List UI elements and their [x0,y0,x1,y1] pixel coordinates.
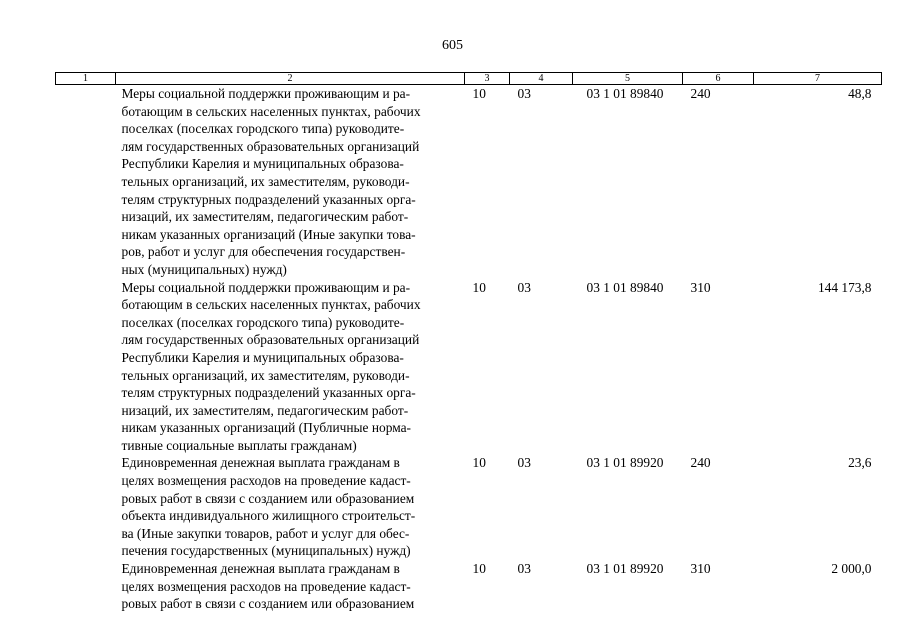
row-target-code: 03 1 01 89920 [586,455,664,471]
row-amount: 23,6 [848,455,872,471]
row-amount: 2 000,0 [831,561,872,577]
row-cell-1 [56,454,116,560]
row-description: Меры социальной поддержки проживающим и ра- ботающим в сельских населенных пунктах, рабочих поселках (поселках городского типа) руководите- лям государственных образовательных организаций Республики Карелия и муниципальных образова- тельных организаций, их заместителям, руководи- телям структурных подразделений указанных орга- низаций, их заместителям, педагогическим работ- никам указанных организаций (Публичные норма- тивные социальные выплаты гражданам) [121,279,421,453]
row-expense-type: 310 [690,279,711,295]
row-section: 10 [472,86,486,101]
row-section: 10 [472,561,486,577]
row-cell-1 [56,279,116,455]
row-amount: 48,8 [848,86,872,101]
table-header [56,73,882,85]
row-cell-1 [56,85,116,279]
row-expense-type: 310 [690,561,711,577]
page-number: 605 [442,38,463,53]
row-subsection: 03 [517,561,531,577]
row-subsection: 03 [517,86,531,101]
table-row [56,85,882,279]
header-row [56,73,882,85]
row-target-code: 03 1 01 89920 [586,561,664,577]
row-subsection: 03 [517,455,531,471]
row-description: Единовременная денежная выплата гражданам в целях возмещения расходов на проведение кадаст- ровых работ в связи с созданием или образованием [121,561,415,612]
header-col-4: 4 [510,73,573,85]
budget-table [55,72,882,613]
header-col-5: 5 [573,73,683,85]
row-cell-1 [56,560,116,613]
row-amount: 144 173,8 [817,279,872,295]
row-target-code: 03 1 01 89840 [586,279,664,295]
header-col-1: 1 [56,73,116,85]
row-description: Меры социальной поддержки проживающим и ра- ботающим в сельских населенных пунктах, рабочих поселках (поселках городского типа) руководите- лям государственных образовательных организаций Республики Карелия и муниципальных образова- тельных организаций, их заместителям, руководи- телям структурных подразделений указанных орга- низаций, их заместителям, педагогическим работ- никам указанных организаций (Иные закупки това- ров, работ и услуг для обеспечения государствен- ных (муниципальных) нужд) [121,86,421,277]
row-description: Единовременная денежная выплата гражданам в целях возмещения расходов на проведение кадаст- ровых работ в связи с созданием или образованием объекта индивидуального жилищного строительст- ва (Иные закупки товаров, работ и услуг для обес- печения государственных (муниципальных) нужд) [121,455,416,559]
header-col-7: 7 [754,73,882,85]
table-body [56,85,882,613]
row-section: 10 [472,279,486,295]
header-col-6: 6 [683,73,754,85]
row-subsection: 03 [517,279,531,295]
row-expense-type: 240 [690,86,711,101]
table-row [56,454,882,560]
row-section: 10 [472,455,486,471]
header-col-3: 3 [465,73,510,85]
row-expense-type: 240 [690,455,711,471]
row-target-code: 03 1 01 89840 [586,86,664,101]
table-row [56,279,882,455]
table-row [56,560,882,613]
header-col-2: 2 [116,73,465,85]
